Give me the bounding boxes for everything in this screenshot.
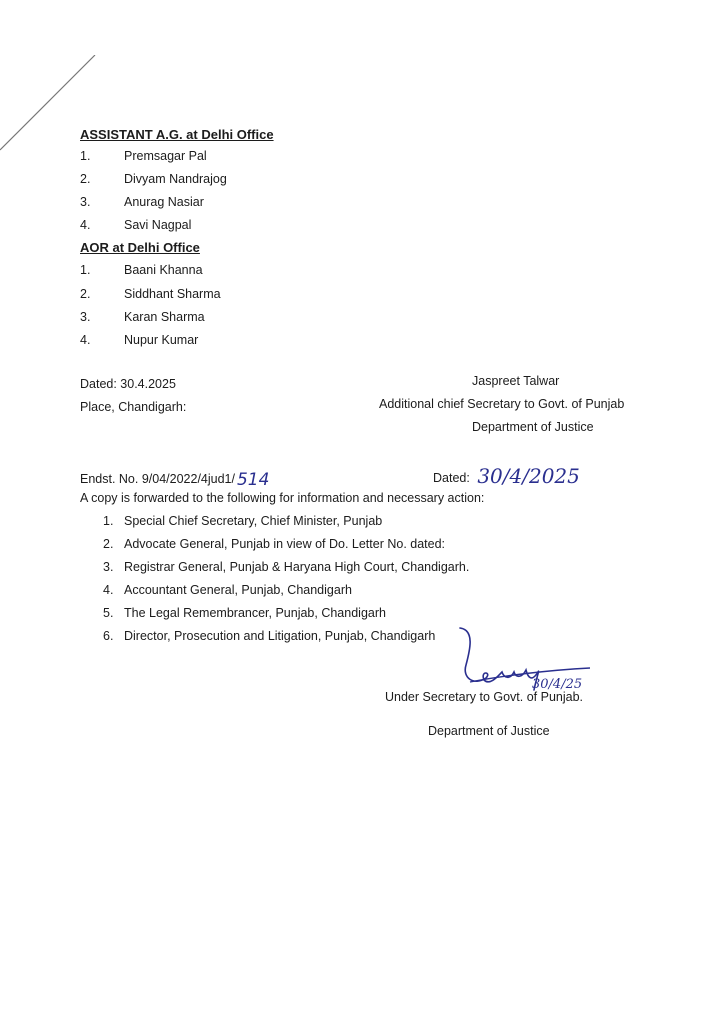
recipient-number: 4. (103, 583, 114, 597)
endorsement-date-handwritten: 30/4/2025 (477, 464, 580, 488)
list-number: 2. (80, 172, 91, 186)
recipient-item: Registrar General, Punjab & Haryana High Court, Chandigarh. (124, 560, 470, 574)
signatory-designation: Additional chief Secretary to Govt. of Punjab (379, 397, 625, 411)
list-number: 1. (80, 149, 91, 163)
place-line: Place, Chandigarh: (80, 400, 187, 414)
aor-heading: AOR at Delhi Office (80, 240, 200, 255)
recipient-item: Special Chief Secretary, Chief Minister, Punjab (124, 514, 383, 528)
recipient-number: 2. (103, 537, 114, 551)
recipient-item: Director, Prosecution and Litigation, Punjab, Chandigarh (124, 629, 436, 643)
signatory-name: Jaspreet Talwar (472, 374, 560, 388)
endorsement-date (433, 463, 580, 487)
endorsement-date-label: Dated: (433, 471, 470, 485)
endorsement-number-handwritten: 514 (236, 470, 270, 490)
endorsement-number-printed: Endst. No. 9/04/2022/4jud1/ (80, 472, 235, 486)
recipient-number: 5. (103, 606, 114, 620)
list-number: 4. (80, 333, 91, 347)
list-number: 3. (80, 195, 91, 209)
list-number: 2. (80, 287, 91, 301)
recipient-item: Accountant General, Punjab, Chandigarh (124, 583, 352, 597)
dated-line: Dated: 30.4.2025 (80, 377, 176, 391)
signatory-department: Department of Justice (472, 420, 594, 434)
assistant-ag-heading: ASSISTANT A.G. at Delhi Office (80, 127, 274, 142)
recipient-number: 1. (103, 514, 114, 528)
list-number: 4. (80, 218, 91, 232)
recipient-item: The Legal Remembrancer, Punjab, Chandigarh (124, 606, 386, 620)
list-item-name: Baani Khanna (124, 263, 203, 277)
recipient-item: Advocate General, Punjab in view of Do. Letter No. dated: (124, 537, 446, 551)
list-item-name: Nupur Kumar (124, 333, 199, 347)
endorsement-number (80, 468, 269, 488)
forwarding-intro: A copy is forwarded to the following for information and necessary action: (80, 491, 485, 505)
list-item-name: Anurag Nasiar (124, 195, 204, 209)
list-item-name: Divyam Nandrajog (124, 172, 227, 186)
list-item-name: Karan Sharma (124, 310, 205, 324)
list-item-name: Premsagar Pal (124, 149, 207, 163)
signature-date: 30/4/25 (532, 677, 583, 692)
list-number: 3. (80, 310, 91, 324)
list-item-name: Savi Nagpal (124, 218, 192, 232)
under-secretary-department: Department of Justice (428, 724, 550, 738)
list-number: 1. (80, 263, 91, 277)
recipient-number: 6. (103, 629, 114, 643)
under-secretary-designation: Under Secretary to Govt. of Punjab. (385, 690, 584, 704)
recipient-number: 3. (103, 560, 114, 574)
list-item-name: Siddhant Sharma (124, 287, 221, 301)
